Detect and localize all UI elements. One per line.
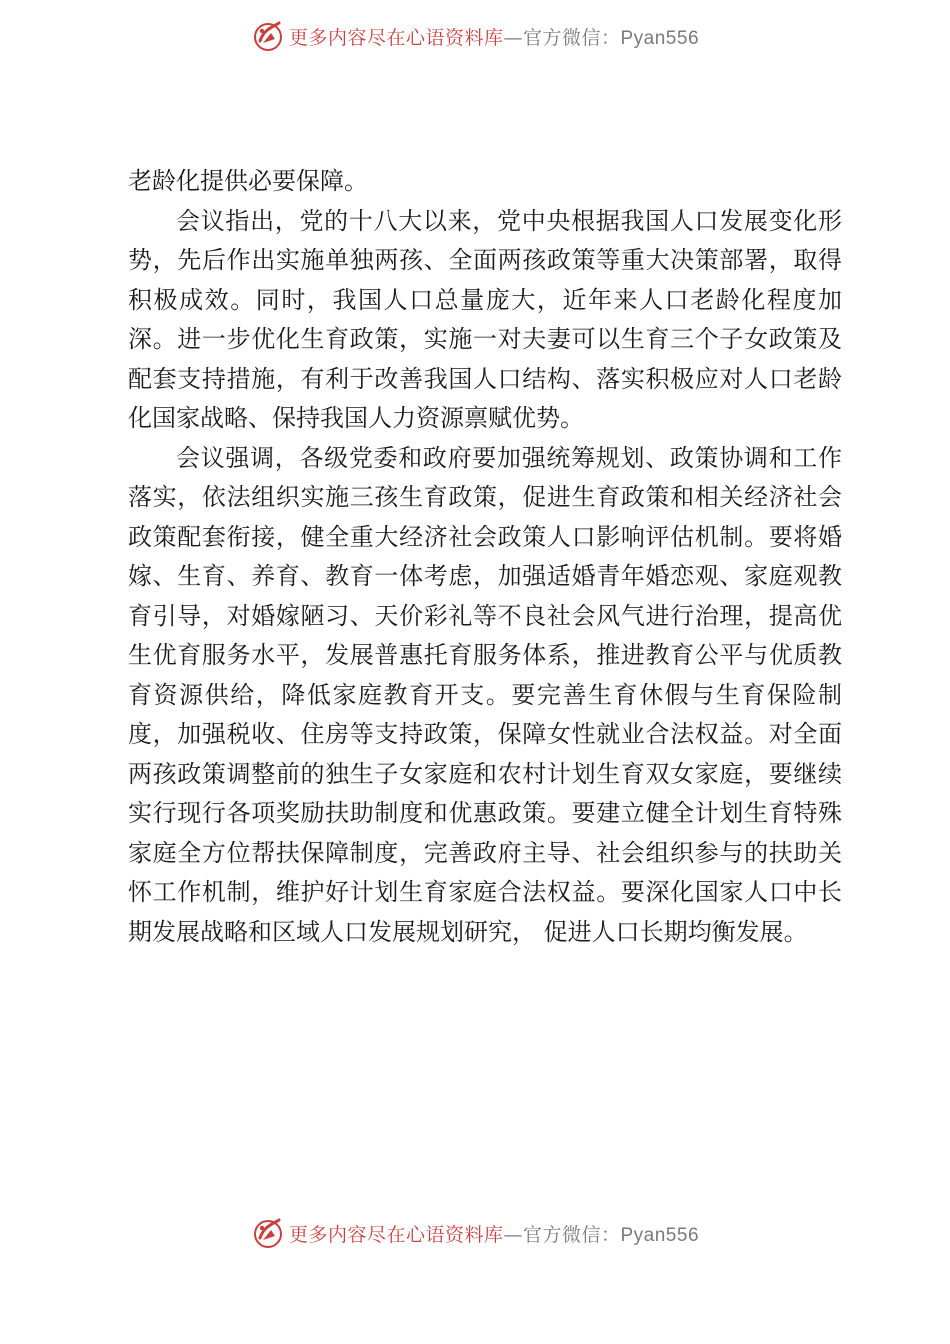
header-account-label: 官方微信： bbox=[522, 26, 621, 49]
paragraph-3: 会议强调，各级党委和政府要加强统筹规划、政策协调和工作落实，依法组织实施三孩生育政策，促进生育政策和相关经济社会政策配套衔接，健全重大经济社会政策人口影响评估机制。要将婚嫁、生育、养育、教育一体考虑，加强适婚青年婚恋观、家庭观教育引导，对婚嫁陋习、天价彩礼等不良社会风气进行治理，提高优生优育服务水平，发展普惠托育服务体系，推进教育公平与优质教育资源供给，降低家庭教育开支。要完善生育休假与生育保险制度，加强税收、住房等支持政策，保障女性就业合法权益。对全面两孩政策调整前的独生子女家庭和农村计划生育双女家庭，要继续实行现行各项奖励扶助制度和优惠政策。要建立健全计划生育特殊家庭全方位帮扶保障制度，完善政府主导、社会组织参与的扶助关怀工作机制，维护好计划生育家庭合法权益。要深化国家人口中长期发展战略和区域人口发展规划研究， 促进人口长期均衡发展。 bbox=[128, 443, 842, 946]
footer-banner bbox=[0, 1213, 950, 1253]
paragraph-2: 会议指出，党的十八大以来，党中央根据我国人口发展变化形势，先后作出实施单独两孩、全面两孩政策等重大决策部署，取得积极成效。同时，我国人口总量庞大，近年来人口老龄化程度加深。进一步优化生育政策，实施一对夫妻可以生育三个子女政策及配套支持措施，有利于改善我国人口结构、落实积极应对人口老龄化国家战略、保持我国人力资源禀赋优势。 bbox=[128, 206, 842, 432]
footer-brand-text: 更多内容尽在心语资料库 bbox=[288, 1223, 504, 1246]
header-banner bbox=[0, 16, 950, 56]
header-brand-text: 更多内容尽在心语资料库 bbox=[288, 26, 504, 49]
footer-dash: — bbox=[503, 1223, 523, 1246]
footer-account-id: Pyan556 bbox=[620, 1224, 700, 1246]
brand-logo-icon bbox=[251, 1216, 285, 1250]
paragraph-1: 老龄化提供必要保障。 bbox=[128, 167, 368, 195]
header-account-id: Pyan556 bbox=[620, 27, 700, 49]
footer-account-label: 官方微信： bbox=[522, 1223, 621, 1246]
brand-logo-icon bbox=[251, 19, 285, 53]
header-dash: — bbox=[503, 26, 523, 49]
document-body bbox=[128, 162, 842, 952]
